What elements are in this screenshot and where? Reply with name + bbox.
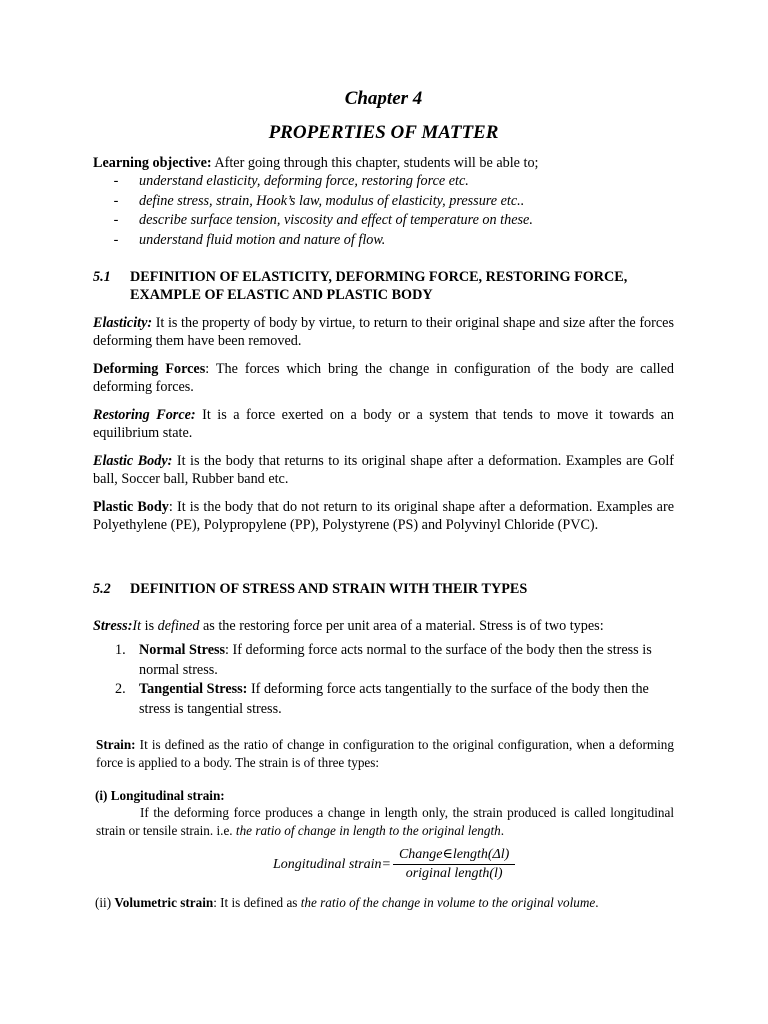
learning-objective-label: Learning objective: [93, 155, 212, 171]
list-item: - describe surface tension, viscosity and effect of temperature on these. [113, 212, 533, 228]
list-item: - define stress, strain, Hook’s law, modulus of elasticity, pressure etc.. [113, 192, 525, 209]
formula-lhs: Longitudinal strain= [273, 856, 391, 872]
list-item: 2. Tangential Stress: If deforming force acts tangentially to the surface of the body then the stress is tangential stress. [115, 681, 649, 717]
chapter-title: PROPERTIES OF MATTER [268, 122, 499, 143]
deforming-term: Deforming Forces [93, 361, 206, 377]
stress-definition: Stress:It is defined as the restoring force per unit area of a material. Stress is of two types: [93, 618, 604, 634]
plastic-body-definition: Plastic Body: It is the body that do not return to its original shape after a deformation. Examples are Polyethylene (PE), Polypropylene (PP), Polystyrene (PS) and Polyvinyl Chloride (PVC). [93, 499, 674, 533]
formula-denominator: original length(l) [405, 866, 503, 881]
stress-term: Stress: [93, 618, 133, 634]
list-item: 1. Normal Stress: If deforming force acts normal to the surface of the body then the stress is normal stress. [115, 642, 652, 678]
strain-term: Strain: [96, 737, 136, 752]
longitudinal-strain-heading: (i) Longitudinal strain: [95, 788, 225, 803]
chapter-heading: Chapter 4 [344, 88, 423, 109]
restoring-term: Restoring Force: [93, 407, 196, 423]
learning-objective [93, 154, 674, 172]
elastic-term: Elastic Body: [93, 453, 173, 469]
volumetric-term: Volumetric strain [114, 895, 214, 910]
list-item: - understand elasticity, deforming force, restoring force etc. [113, 173, 469, 189]
formula-numerator: Change∈length(Δl) [393, 846, 515, 865]
elastic-body-definition: Elastic Body: It is the body that returns to its original shape after a deformation. Examples are Golf ball, Soccer ball, Rubber band etc. [93, 453, 674, 487]
learning-objective-intro: After going through this chapter, students will be able to; [211, 155, 539, 171]
stress-types-list [93, 641, 674, 719]
volumetric-strain-text: (ii) Volumetric strain: It is defined as the ratio of the change in volume to the original volume. [95, 895, 599, 910]
section-heading-5-1: 5.1 DEFINITION OF ELASTICITY, DEFORMING FORCE, RESTORING FORCE, EXAMPLE OF ELASTIC AND PLASTIC BODY [93, 269, 628, 303]
longitudinal-strain-text: If the deforming force produces a change in length only, the strain produced is called longitudinal strain or tensile strain. i.e. the ratio of change in length to the original length. [96, 805, 674, 838]
objectives-list [93, 172, 674, 250]
deforming-force-definition: Deforming Forces: The forces which bring the change in configuration of the body are called deforming forces. [93, 361, 674, 395]
restoring-force-definition: Restoring Force: It is a force exerted on a body or a system that tends to move it towards an equilibrium state. [93, 407, 674, 441]
plastic-term: Plastic Body [93, 499, 169, 515]
elasticity-definition: Elasticity: It is the property of body by virtue, to return to their original shape and size after the forces deforming them have been removed. [93, 315, 674, 349]
formula-fraction [393, 846, 515, 883]
strain-definition: Strain: It is defined as the ratio of change in configuration to the original configuration, when a deforming force is applied to a body. The strain is of three types: [96, 737, 674, 770]
list-item: - understand fluid motion and nature of flow. [113, 231, 386, 248]
longitudinal-strain-formula [273, 846, 515, 883]
section-heading-5-2: 5.2 DEFINITION OF STRESS AND STRAIN WITH THEIR TYPES [93, 581, 528, 597]
elasticity-term: Elasticity: [93, 315, 153, 331]
